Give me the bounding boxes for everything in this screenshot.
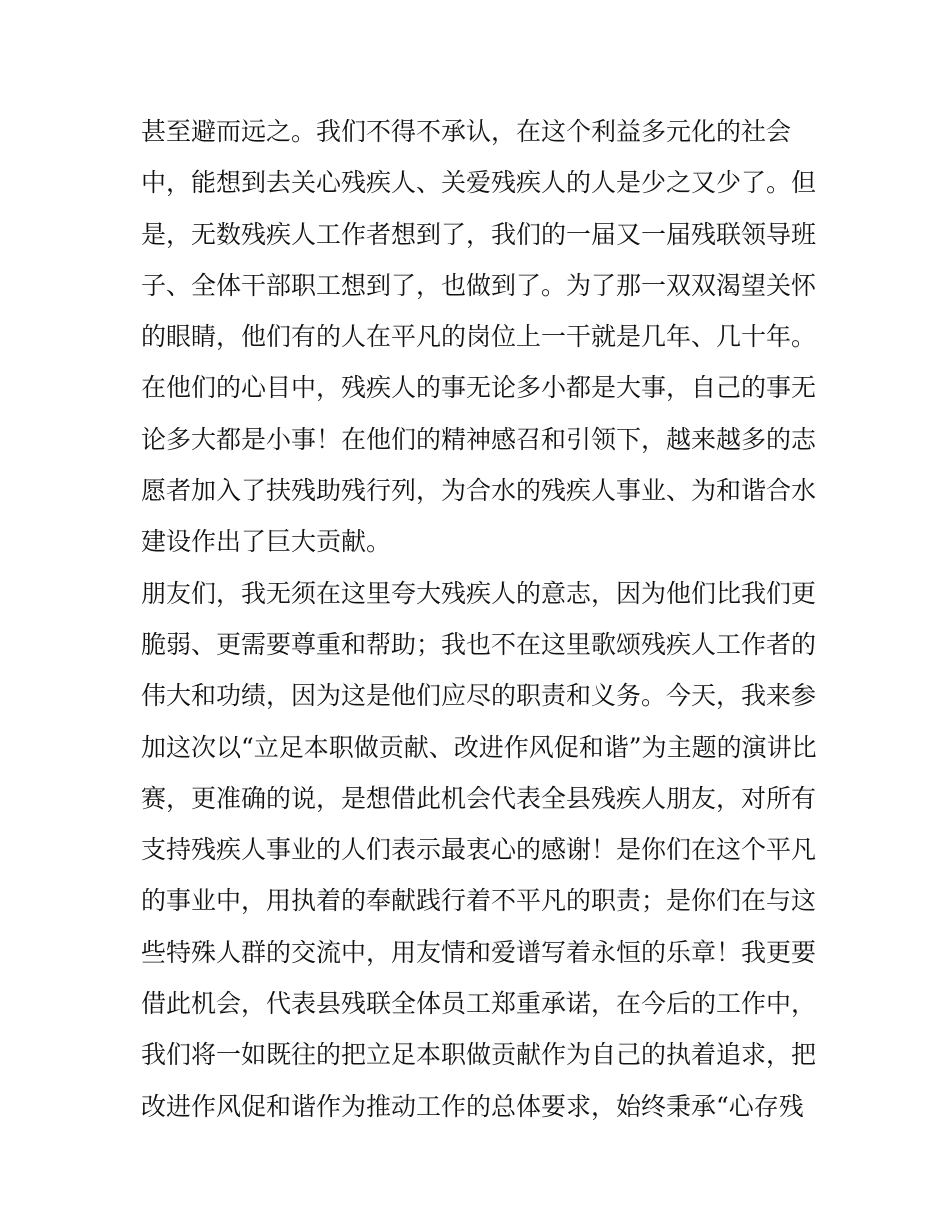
text-line: 我们将一如既往的把立足本职做贡献作为自己的执着追求，把	[141, 1040, 817, 1070]
text-line: 的眼睛，他们有的人在平凡的岗位上一干就是几年、几十年。	[141, 322, 817, 352]
text-line: 支持残疾人事业的人们表示最衷心的感谢！是你们在这个平凡	[141, 835, 817, 865]
text-line: 改进作风促和谐作为推动工作的总体要求，始终秉承“心存残	[141, 1091, 804, 1121]
text-line: 在他们的心目中，残疾人的事无论多小都是大事，自己的事无	[141, 373, 817, 403]
text-line: 中，能想到去关心残疾人、关爱残疾人的人是少之又少了。但	[141, 168, 817, 198]
text-line: 子、全体干部职工想到了，也做到了。为了那一双双渴望关怀	[141, 270, 817, 300]
text-line: 借此机会，代表县残联全体员工郑重承诺，在今后的工作中，	[141, 989, 817, 1019]
text-line: 论多大都是小事！在他们的精神感召和引领下，越来越多的志	[141, 424, 817, 454]
text-line: 朋友们，我无须在这里夸大残疾人的意志，因为他们比我们更	[141, 578, 817, 608]
text-line: 伟大和功绩，因为这是他们应尽的职责和义务。今天，我来参	[141, 681, 817, 711]
text-line: 是，无数残疾人工作者想到了，我们的一届又一届残联领导班	[141, 219, 817, 249]
text-line: 赛，更准确的说，是想借此机会代表全县残疾人朋友，对所有	[141, 783, 817, 813]
text-line: 愿者加入了扶残助残行列，为合水的残疾人事业、为和谐合水	[141, 476, 817, 506]
text-line: 脆弱、更需要尊重和帮助；我也不在这里歌颂残疾人工作者的	[141, 629, 817, 659]
text-line: 建设作出了巨大贡献。	[141, 527, 392, 557]
text-line: 甚至避而远之。我们不得不承认，在这个利益多元化的社会	[141, 117, 792, 146]
text-line: 的事业中，用执着的奉献践行着不平凡的职责；是你们在与这	[141, 886, 817, 916]
text-line: 些特殊人群的交流中，用友情和爱谱写着永恒的乐章！我更要	[141, 937, 817, 967]
text-line: 加这次以“立足本职做贡献、改进作风促和谐”为主题的演讲比	[141, 732, 817, 762]
speech-text	[141, 106, 821, 1132]
